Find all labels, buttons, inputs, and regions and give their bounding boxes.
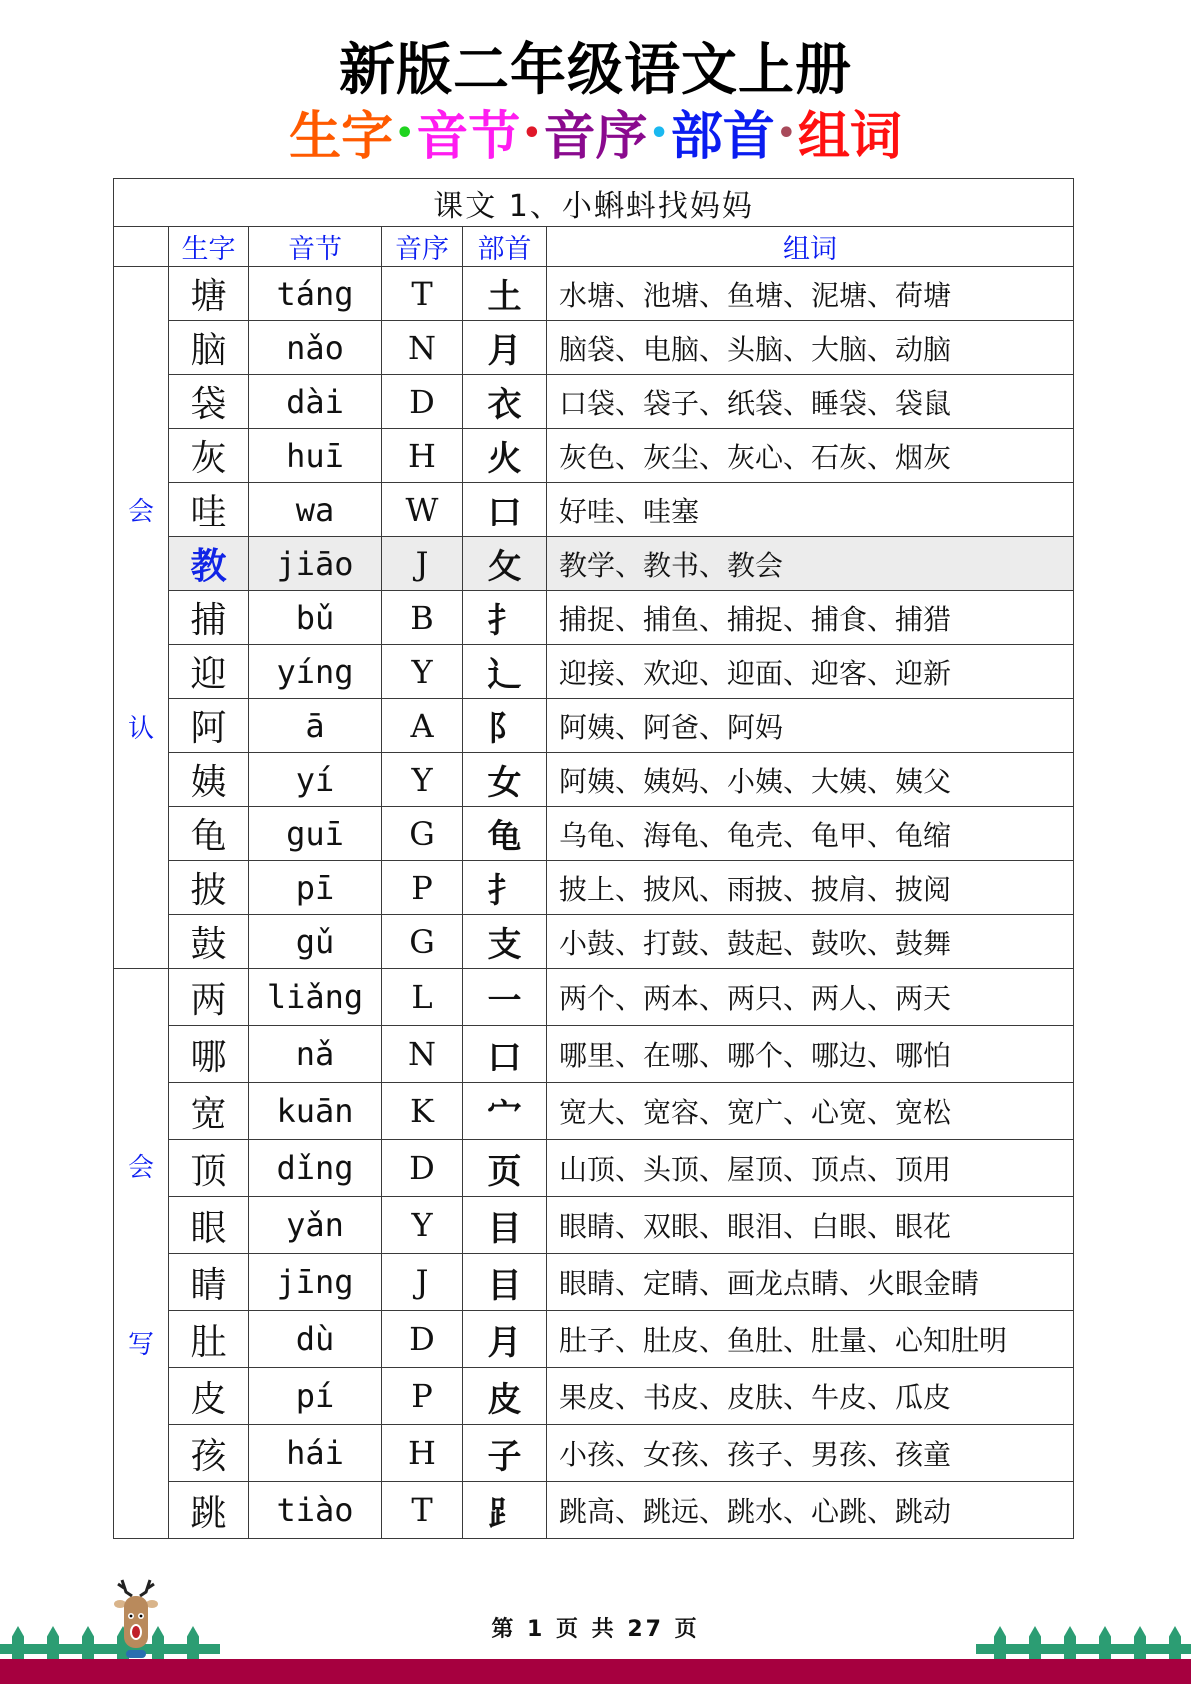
word-combinations-cell: 肚子、肚皮、鱼肚、肚量、心知肚明	[547, 1311, 1074, 1368]
pinyin-cell: huī	[249, 429, 382, 483]
new-character-cell: 披	[169, 861, 249, 915]
radical-cell: 月	[463, 1311, 547, 1368]
word-combinations-cell: 哪里、在哪、哪个、哪边、哪怕	[547, 1026, 1074, 1083]
new-character-cell: 皮	[169, 1368, 249, 1425]
pinyin-cell: dài	[249, 375, 382, 429]
group-label-char: 会	[127, 496, 154, 527]
pinyin-cell: dǐng	[249, 1140, 382, 1197]
column-header-words: 组词	[547, 227, 1074, 267]
new-character-cell: 迎	[169, 645, 249, 699]
document-subtitle	[0, 104, 1191, 173]
new-character-cell: 宽	[169, 1083, 249, 1140]
pinyin-cell: nǎ	[249, 1026, 382, 1083]
word-combinations-cell: 阿姨、姨妈、小姨、大姨、姨父	[547, 753, 1074, 807]
page-indicator: 第 1 页 共 27 页	[491, 1617, 700, 1642]
column-header-row	[114, 227, 1074, 267]
group-label-char: 会	[127, 1152, 154, 1183]
table-row	[114, 1026, 1074, 1083]
pinyin-cell: gǔ	[249, 915, 382, 969]
table-row	[114, 591, 1074, 645]
column-header-radical: 部首	[463, 227, 547, 267]
radical-cell: 口	[463, 1026, 547, 1083]
new-character-cell: 眼	[169, 1197, 249, 1254]
document-title: 新版二年级语文上册	[339, 38, 852, 103]
table-row	[114, 645, 1074, 699]
new-character-cell: 教	[169, 537, 249, 591]
new-character-cell: 两	[169, 969, 249, 1026]
subtitle-segment: 音序	[543, 107, 648, 167]
radical-cell: 衣	[463, 375, 547, 429]
radical-cell: 目	[463, 1254, 547, 1311]
subtitle-segment: 部首	[670, 107, 775, 167]
word-combinations-cell: 宽大、宽容、宽广、心宽、宽松	[547, 1083, 1074, 1140]
initial-letter-cell: P	[382, 861, 463, 915]
word-combinations-cell: 迎接、欢迎、迎面、迎客、迎新	[547, 645, 1074, 699]
word-combinations-cell: 好哇、哇塞	[547, 483, 1074, 537]
radical-cell: 月	[463, 321, 547, 375]
table-row	[114, 1083, 1074, 1140]
word-combinations-cell: 捕捉、捕鱼、捕捉、捕食、捕猎	[547, 591, 1074, 645]
radical-cell: 皮	[463, 1368, 547, 1425]
table-row	[114, 429, 1074, 483]
separator-dot-icon: •	[776, 116, 796, 151]
separator-dot-icon: •	[649, 116, 669, 151]
word-combinations-cell: 果皮、书皮、皮肤、牛皮、瓜皮	[547, 1368, 1074, 1425]
word-combinations-cell: 水塘、池塘、鱼塘、泥塘、荷塘	[547, 267, 1074, 321]
table-row	[114, 1482, 1074, 1539]
new-character-cell: 睛	[169, 1254, 249, 1311]
table-row	[114, 321, 1074, 375]
pinyin-cell: hái	[249, 1425, 382, 1482]
table-row	[114, 1197, 1074, 1254]
pinyin-cell: jiāo	[249, 537, 382, 591]
initial-letter-cell: D	[382, 375, 463, 429]
pinyin-cell: pí	[249, 1368, 382, 1425]
radical-cell: 女	[463, 753, 547, 807]
new-character-cell: 哇	[169, 483, 249, 537]
group-label-char: 认	[127, 713, 154, 744]
pinyin-cell: kuān	[249, 1083, 382, 1140]
vocabulary-table	[113, 178, 1074, 1539]
initial-letter-cell: K	[382, 1083, 463, 1140]
table-row	[114, 537, 1074, 591]
radical-cell: 阝	[463, 699, 547, 753]
pinyin-cell: nǎo	[249, 321, 382, 375]
word-combinations-cell: 小鼓、打鼓、鼓起、鼓吹、鼓舞	[547, 915, 1074, 969]
word-combinations-cell: 眼睛、定睛、画龙点睛、火眼金睛	[547, 1254, 1074, 1311]
radical-cell: ⻊	[463, 1482, 547, 1539]
initial-letter-cell: T	[382, 267, 463, 321]
word-combinations-cell: 教学、教书、教会	[547, 537, 1074, 591]
initial-letter-cell: D	[382, 1140, 463, 1197]
footer-bar	[0, 1659, 1191, 1684]
radical-cell: 页	[463, 1140, 547, 1197]
pinyin-cell: dù	[249, 1311, 382, 1368]
word-combinations-cell: 灰色、灰尘、灰心、石灰、烟灰	[547, 429, 1074, 483]
table-row	[114, 483, 1074, 537]
initial-letter-cell: J	[382, 1254, 463, 1311]
column-header-pinyin: 音节	[249, 227, 382, 267]
initial-letter-cell: H	[382, 1425, 463, 1482]
separator-dot-icon: •	[395, 116, 415, 151]
initial-letter-cell: Y	[382, 1197, 463, 1254]
radical-cell: 支	[463, 915, 547, 969]
radical-cell: 龟	[463, 807, 547, 861]
pinyin-cell: wa	[249, 483, 382, 537]
separator-dot-icon: •	[522, 116, 542, 151]
pinyin-cell: pī	[249, 861, 382, 915]
radical-cell: 一	[463, 969, 547, 1026]
new-character-cell: 跳	[169, 1482, 249, 1539]
table-row	[114, 267, 1074, 321]
word-combinations-cell: 披上、披风、雨披、披肩、披阅	[547, 861, 1074, 915]
column-header-char: 生字	[169, 227, 249, 267]
initial-letter-cell: A	[382, 699, 463, 753]
word-combinations-cell: 乌龟、海龟、龟壳、龟甲、龟缩	[547, 807, 1074, 861]
initial-letter-cell: W	[382, 483, 463, 537]
initial-letter-cell: T	[382, 1482, 463, 1539]
group-label-header	[114, 227, 169, 267]
pinyin-cell: bǔ	[249, 591, 382, 645]
initial-letter-cell: G	[382, 807, 463, 861]
initial-letter-cell: P	[382, 1368, 463, 1425]
new-character-cell: 塘	[169, 267, 249, 321]
initial-letter-cell: J	[382, 537, 463, 591]
radical-cell: 口	[463, 483, 547, 537]
pinyin-cell: liǎng	[249, 969, 382, 1026]
word-combinations-cell: 脑袋、电脑、头脑、大脑、动脑	[547, 321, 1074, 375]
new-character-cell: 袋	[169, 375, 249, 429]
pinyin-cell: yí	[249, 753, 382, 807]
pinyin-cell: guī	[249, 807, 382, 861]
word-combinations-cell: 小孩、女孩、孩子、男孩、孩童	[547, 1425, 1074, 1482]
initial-letter-cell: L	[382, 969, 463, 1026]
new-character-cell: 脑	[169, 321, 249, 375]
pinyin-cell: jīng	[249, 1254, 382, 1311]
new-character-cell: 姨	[169, 753, 249, 807]
table-row	[114, 915, 1074, 969]
new-character-cell: 鼓	[169, 915, 249, 969]
group-label-char: 写	[127, 1329, 154, 1360]
table-row	[114, 1254, 1074, 1311]
new-character-cell: 龟	[169, 807, 249, 861]
subtitle-segment: 组词	[797, 107, 902, 167]
initial-letter-cell: H	[382, 429, 463, 483]
radical-cell: 扌	[463, 861, 547, 915]
pinyin-cell: táng	[249, 267, 382, 321]
subtitle-segment: 生字	[289, 107, 394, 167]
initial-letter-cell: B	[382, 591, 463, 645]
new-character-cell: 顶	[169, 1140, 249, 1197]
initial-letter-cell: N	[382, 321, 463, 375]
radical-cell: 土	[463, 267, 547, 321]
new-character-cell: 肚	[169, 1311, 249, 1368]
table-row	[114, 1425, 1074, 1482]
initial-letter-cell: G	[382, 915, 463, 969]
group-label	[114, 267, 169, 969]
table-row	[114, 753, 1074, 807]
table-row	[114, 699, 1074, 753]
table-row	[114, 375, 1074, 429]
radical-cell: 宀	[463, 1083, 547, 1140]
new-character-cell: 阿	[169, 699, 249, 753]
pinyin-cell: ā	[249, 699, 382, 753]
word-combinations-cell: 跳高、跳远、跳水、心跳、跳动	[547, 1482, 1074, 1539]
word-combinations-cell: 口袋、袋子、纸袋、睡袋、袋鼠	[547, 375, 1074, 429]
pinyin-cell: yǎn	[249, 1197, 382, 1254]
column-header-sequence: 音序	[382, 227, 463, 267]
word-combinations-cell: 山顶、头顶、屋顶、顶点、顶用	[547, 1140, 1074, 1197]
table-row	[114, 1311, 1074, 1368]
table-row	[114, 969, 1074, 1026]
new-character-cell: 哪	[169, 1026, 249, 1083]
pinyin-cell: yíng	[249, 645, 382, 699]
table-row	[114, 1140, 1074, 1197]
table-row	[114, 807, 1074, 861]
subtitle-segment: 音节	[416, 107, 521, 167]
word-combinations-cell: 两个、两本、两只、两人、两天	[547, 969, 1074, 1026]
radical-cell: 火	[463, 429, 547, 483]
radical-cell: 攵	[463, 537, 547, 591]
radical-cell: 子	[463, 1425, 547, 1482]
initial-letter-cell: Y	[382, 645, 463, 699]
radical-cell: 辶	[463, 645, 547, 699]
word-combinations-cell: 眼睛、双眼、眼泪、白眼、眼花	[547, 1197, 1074, 1254]
lesson-title: 课文 1、小蝌蚪找妈妈	[114, 179, 1074, 227]
initial-letter-cell: N	[382, 1026, 463, 1083]
initial-letter-cell: Y	[382, 753, 463, 807]
new-character-cell: 捕	[169, 591, 249, 645]
radical-cell: 目	[463, 1197, 547, 1254]
new-character-cell: 孩	[169, 1425, 249, 1482]
table-row	[114, 861, 1074, 915]
word-combinations-cell: 阿姨、阿爸、阿妈	[547, 699, 1074, 753]
new-character-cell: 灰	[169, 429, 249, 483]
table-row	[114, 1368, 1074, 1425]
initial-letter-cell: D	[382, 1311, 463, 1368]
radical-cell: 扌	[463, 591, 547, 645]
group-label	[114, 969, 169, 1539]
pinyin-cell: tiào	[249, 1482, 382, 1539]
